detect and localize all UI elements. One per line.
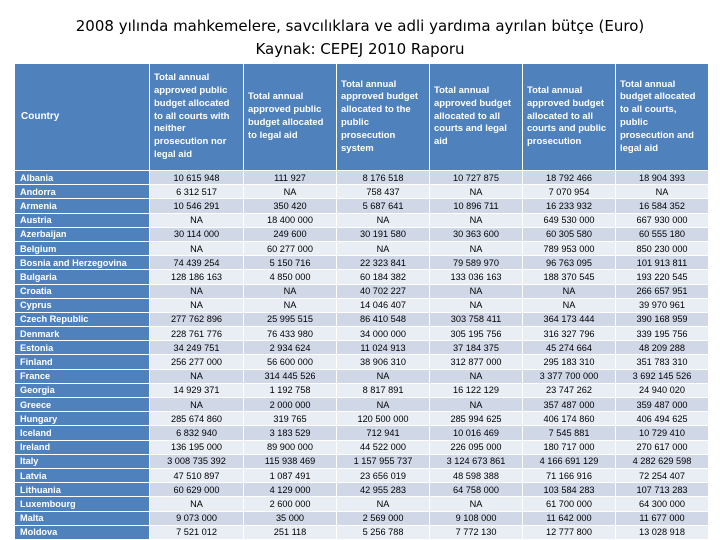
courts-legal-aid-cell: 9 108 000 — [430, 511, 523, 525]
country-cell: Lithuania — [15, 483, 150, 497]
courts-legal-aid-cell: NA — [430, 298, 523, 312]
prosecution-cell: 5 687 641 — [337, 199, 430, 213]
total-cell: 406 494 625 — [616, 412, 709, 426]
country-cell: Croatia — [15, 284, 150, 298]
table-row — [15, 241, 709, 255]
table-row — [15, 369, 709, 383]
courts-cell: 60 629 000 — [150, 483, 244, 497]
courts-legal-aid-cell: 285 994 625 — [430, 412, 523, 426]
prosecution-cell: 712 941 — [337, 426, 430, 440]
total-cell: 270 617 000 — [616, 440, 709, 454]
courts-legal-aid-cell: 30 363 600 — [430, 227, 523, 241]
total-cell: NA — [616, 185, 709, 199]
courts-legal-aid-cell: 226 095 000 — [430, 440, 523, 454]
courts-legal-aid-cell: 37 184 375 — [430, 341, 523, 355]
legal-aid-cell: 4 129 000 — [244, 483, 337, 497]
courts-cell: 3 008 735 392 — [150, 454, 244, 468]
courts-legal-aid-cell: NA — [430, 497, 523, 511]
country-cell: Greece — [15, 398, 150, 412]
courts-prosecution-cell: 61 700 000 — [523, 497, 616, 511]
page-subtitle: Kaynak: CEPEJ 2010 Raporu — [255, 40, 465, 58]
prosecution-cell: 8 817 891 — [337, 383, 430, 397]
country-cell: Ireland — [15, 440, 150, 454]
courts-cell: 277 762 896 — [150, 312, 244, 326]
legal-aid-cell: 76 433 980 — [244, 327, 337, 341]
courts-cell: 9 073 000 — [150, 511, 244, 525]
courts-legal-aid-cell: 305 195 756 — [430, 327, 523, 341]
total-cell: 24 940 020 — [616, 383, 709, 397]
courts-cell: 285 674 860 — [150, 412, 244, 426]
total-cell: 11 677 000 — [616, 511, 709, 525]
courts-prosecution-cell: 103 584 283 — [523, 483, 616, 497]
courts-prosecution-cell: 357 487 000 — [523, 398, 616, 412]
courts-legal-aid-cell: 133 036 163 — [430, 270, 523, 284]
legal-aid-cell: 111 927 — [244, 171, 337, 185]
legal-aid-cell: 60 277 000 — [244, 241, 337, 255]
legal-aid-cell: 115 938 469 — [244, 454, 337, 468]
courts-legal-aid-cell: 16 122 129 — [430, 383, 523, 397]
prosecution-cell: 34 000 000 — [337, 327, 430, 341]
column-header-total: Total annual budget allocated to all courts, public prosecution and legal aid — [616, 64, 709, 171]
total-cell: 13 028 918 — [616, 525, 709, 539]
courts-cell: 128 186 163 — [150, 270, 244, 284]
country-cell: Finland — [15, 355, 150, 369]
country-cell: Italy — [15, 454, 150, 468]
total-cell: 18 904 393 — [616, 171, 709, 185]
total-cell: 390 168 959 — [616, 312, 709, 326]
legal-aid-cell: 249 600 — [244, 227, 337, 241]
page-title: 2008 yılında mahkemelere, savcılıklara ve adli yardıma ayrılan bütçe (Euro) — [75, 17, 645, 35]
prosecution-cell: 44 522 000 — [337, 440, 430, 454]
courts-cell: 136 195 000 — [150, 440, 244, 454]
legal-aid-cell: 3 183 529 — [244, 426, 337, 440]
prosecution-cell: 60 184 382 — [337, 270, 430, 284]
courts-cell: NA — [150, 398, 244, 412]
legal-aid-cell: 18 400 000 — [244, 213, 337, 227]
table-row — [15, 298, 709, 312]
country-cell: Georgia — [15, 383, 150, 397]
table-row — [15, 412, 709, 426]
courts-legal-aid-cell: 3 124 673 861 — [430, 454, 523, 468]
total-cell: 339 195 756 — [616, 327, 709, 341]
courts-prosecution-cell: 3 377 700 000 — [523, 369, 616, 383]
table-row — [15, 383, 709, 397]
country-cell: Belgium — [15, 241, 150, 255]
country-cell: Bulgaria — [15, 270, 150, 284]
courts-cell: 14 929 371 — [150, 383, 244, 397]
legal-aid-cell: 2 934 624 — [244, 341, 337, 355]
courts-prosecution-cell: 649 530 000 — [523, 213, 616, 227]
total-cell: 64 300 000 — [616, 497, 709, 511]
table-row — [15, 312, 709, 326]
country-cell: Denmark — [15, 327, 150, 341]
prosecution-cell: NA — [337, 241, 430, 255]
country-cell: Moldova — [15, 525, 150, 539]
table-row — [15, 327, 709, 341]
legal-aid-cell: 1 087 491 — [244, 468, 337, 482]
courts-prosecution-cell: 7 545 881 — [523, 426, 616, 440]
table-row — [15, 284, 709, 298]
table-row — [15, 213, 709, 227]
courts-legal-aid-cell: 7 772 130 — [430, 525, 523, 539]
courts-legal-aid-cell: 64 758 000 — [430, 483, 523, 497]
courts-prosecution-cell: NA — [523, 284, 616, 298]
courts-legal-aid-cell: 79 589 970 — [430, 256, 523, 270]
country-cell: Latvia — [15, 468, 150, 482]
table-row — [15, 185, 709, 199]
courts-prosecution-cell: 96 763 095 — [523, 256, 616, 270]
total-cell: 359 487 000 — [616, 398, 709, 412]
courts-legal-aid-cell: NA — [430, 185, 523, 199]
total-cell: 667 930 000 — [616, 213, 709, 227]
courts-cell: NA — [150, 298, 244, 312]
total-cell: 3 692 145 526 — [616, 369, 709, 383]
table-row — [15, 227, 709, 241]
courts-legal-aid-cell: NA — [430, 398, 523, 412]
prosecution-cell: 120 500 000 — [337, 412, 430, 426]
courts-cell: 74 439 254 — [150, 256, 244, 270]
table-row — [15, 171, 709, 185]
courts-legal-aid-cell: 10 727 875 — [430, 171, 523, 185]
courts-cell: NA — [150, 497, 244, 511]
prosecution-cell: 11 024 913 — [337, 341, 430, 355]
courts-prosecution-cell: 12 777 800 — [523, 525, 616, 539]
country-cell: Austria — [15, 213, 150, 227]
legal-aid-cell: NA — [244, 298, 337, 312]
total-cell: 48 209 288 — [616, 341, 709, 355]
column-header-courts-prosecution: Total annual approved budget allocated to all courts and public prosecution — [523, 64, 616, 171]
table-row — [15, 256, 709, 270]
courts-legal-aid-cell: NA — [430, 241, 523, 255]
table-header-row — [15, 64, 709, 171]
courts-prosecution-cell: 60 305 580 — [523, 227, 616, 241]
courts-prosecution-cell: 45 274 664 — [523, 341, 616, 355]
prosecution-cell: NA — [337, 497, 430, 511]
country-cell: Bosnia and Herzegovina — [15, 256, 150, 270]
courts-prosecution-cell: 4 166 691 129 — [523, 454, 616, 468]
country-cell: Cyprus — [15, 298, 150, 312]
total-cell: 101 913 811 — [616, 256, 709, 270]
courts-cell: 47 510 897 — [150, 468, 244, 482]
prosecution-cell: 40 702 227 — [337, 284, 430, 298]
courts-prosecution-cell: 789 953 000 — [523, 241, 616, 255]
prosecution-cell: 30 191 580 — [337, 227, 430, 241]
courts-legal-aid-cell: NA — [430, 213, 523, 227]
courts-legal-aid-cell: 303 758 411 — [430, 312, 523, 326]
column-header-prosecution: Total annual approved budget allocated to the public prosecution system — [337, 64, 430, 171]
courts-prosecution-cell: 295 183 310 — [523, 355, 616, 369]
courts-cell: NA — [150, 369, 244, 383]
prosecution-cell: 42 955 283 — [337, 483, 430, 497]
courts-prosecution-cell: 18 792 466 — [523, 171, 616, 185]
courts-prosecution-cell: NA — [523, 298, 616, 312]
courts-prosecution-cell: 188 370 545 — [523, 270, 616, 284]
legal-aid-cell: 314 445 526 — [244, 369, 337, 383]
legal-aid-cell: 5 150 716 — [244, 256, 337, 270]
legal-aid-cell: 25 995 515 — [244, 312, 337, 326]
table-row — [15, 355, 709, 369]
legal-aid-cell: 1 192 758 — [244, 383, 337, 397]
table-row — [15, 497, 709, 511]
table-row — [15, 468, 709, 482]
prosecution-cell: 758 437 — [337, 185, 430, 199]
prosecution-cell: 38 906 310 — [337, 355, 430, 369]
table-row — [15, 511, 709, 525]
courts-cell: 10 546 291 — [150, 199, 244, 213]
table-row — [15, 426, 709, 440]
total-cell: 107 713 283 — [616, 483, 709, 497]
total-cell: 16 584 352 — [616, 199, 709, 213]
country-cell: Hungary — [15, 412, 150, 426]
legal-aid-cell: 319 765 — [244, 412, 337, 426]
column-header-country: Country — [15, 64, 150, 171]
total-cell: 4 282 629 598 — [616, 454, 709, 468]
courts-legal-aid-cell: 48 598 388 — [430, 468, 523, 482]
courts-cell: 256 277 000 — [150, 355, 244, 369]
courts-cell: NA — [150, 241, 244, 255]
column-header-courts: Total annual approved public budget allocated to all courts with neither prosecution nor legal aid — [150, 64, 244, 171]
legal-aid-cell: 2 600 000 — [244, 497, 337, 511]
courts-cell: 6 832 940 — [150, 426, 244, 440]
country-cell: Luxembourg — [15, 497, 150, 511]
legal-aid-cell: 89 900 000 — [244, 440, 337, 454]
courts-legal-aid-cell: NA — [430, 284, 523, 298]
legal-aid-cell: 35 000 — [244, 511, 337, 525]
country-cell: Czech Republic — [15, 312, 150, 326]
total-cell: 266 657 951 — [616, 284, 709, 298]
courts-prosecution-cell: 406 174 860 — [523, 412, 616, 426]
table-body — [15, 171, 709, 540]
courts-prosecution-cell: 364 173 444 — [523, 312, 616, 326]
prosecution-cell: 14 046 407 — [337, 298, 430, 312]
courts-legal-aid-cell: 10 896 711 — [430, 199, 523, 213]
courts-cell: NA — [150, 213, 244, 227]
legal-aid-cell: 251 118 — [244, 525, 337, 539]
total-cell: 72 254 407 — [616, 468, 709, 482]
country-cell: Estonia — [15, 341, 150, 355]
country-cell: France — [15, 369, 150, 383]
courts-cell: 30 114 000 — [150, 227, 244, 241]
courts-legal-aid-cell: 312 877 000 — [430, 355, 523, 369]
table-row — [15, 483, 709, 497]
courts-prosecution-cell: 71 166 916 — [523, 468, 616, 482]
table-row — [15, 398, 709, 412]
courts-cell: 10 615 948 — [150, 171, 244, 185]
prosecution-cell: 2 569 000 — [337, 511, 430, 525]
table-row — [15, 440, 709, 454]
table-row — [15, 525, 709, 539]
table-row — [15, 199, 709, 213]
courts-cell: 228 761 776 — [150, 327, 244, 341]
courts-cell: 34 249 751 — [150, 341, 244, 355]
country-cell: Albania — [15, 171, 150, 185]
total-cell: 10 729 410 — [616, 426, 709, 440]
total-cell: 351 783 310 — [616, 355, 709, 369]
courts-legal-aid-cell: 10 016 469 — [430, 426, 523, 440]
legal-aid-cell: 350 420 — [244, 199, 337, 213]
country-cell: Iceland — [15, 426, 150, 440]
courts-prosecution-cell: 180 717 000 — [523, 440, 616, 454]
legal-aid-cell: 2 000 000 — [244, 398, 337, 412]
country-cell: Armenia — [15, 199, 150, 213]
table-row — [15, 341, 709, 355]
prosecution-cell: 22 323 841 — [337, 256, 430, 270]
prosecution-cell: NA — [337, 213, 430, 227]
courts-prosecution-cell: 316 327 796 — [523, 327, 616, 341]
legal-aid-cell: 4 850 000 — [244, 270, 337, 284]
prosecution-cell: NA — [337, 369, 430, 383]
total-cell: 60 555 180 — [616, 227, 709, 241]
table-row — [15, 454, 709, 468]
total-cell: 850 230 000 — [616, 241, 709, 255]
courts-cell: NA — [150, 284, 244, 298]
prosecution-cell: 1 157 955 737 — [337, 454, 430, 468]
prosecution-cell: 86 410 548 — [337, 312, 430, 326]
legal-aid-cell: 56 600 000 — [244, 355, 337, 369]
prosecution-cell: 23 656 019 — [337, 468, 430, 482]
country-cell: Malta — [15, 511, 150, 525]
courts-prosecution-cell: 11 642 000 — [523, 511, 616, 525]
legal-aid-cell: NA — [244, 284, 337, 298]
legal-aid-cell: NA — [244, 185, 337, 199]
country-cell: Azerbaijan — [15, 227, 150, 241]
total-cell: 39 970 961 — [616, 298, 709, 312]
prosecution-cell: NA — [337, 398, 430, 412]
table-row — [15, 270, 709, 284]
courts-prosecution-cell: 16 233 932 — [523, 199, 616, 213]
courts-legal-aid-cell: NA — [430, 369, 523, 383]
prosecution-cell: 8 176 518 — [337, 171, 430, 185]
country-cell: Andorra — [15, 185, 150, 199]
courts-prosecution-cell: 23 747 262 — [523, 383, 616, 397]
column-header-legal-aid: Total annual approved public budget allocated to legal aid — [244, 64, 337, 171]
column-header-courts-legal-aid: Total annual approved budget allocated to all courts and legal aid — [430, 64, 523, 171]
budget-table — [14, 63, 709, 540]
courts-prosecution-cell: 7 070 954 — [523, 185, 616, 199]
courts-cell: 7 521 012 — [150, 525, 244, 539]
total-cell: 193 220 545 — [616, 270, 709, 284]
prosecution-cell: 5 256 788 — [337, 525, 430, 539]
courts-cell: 6 312 517 — [150, 185, 244, 199]
